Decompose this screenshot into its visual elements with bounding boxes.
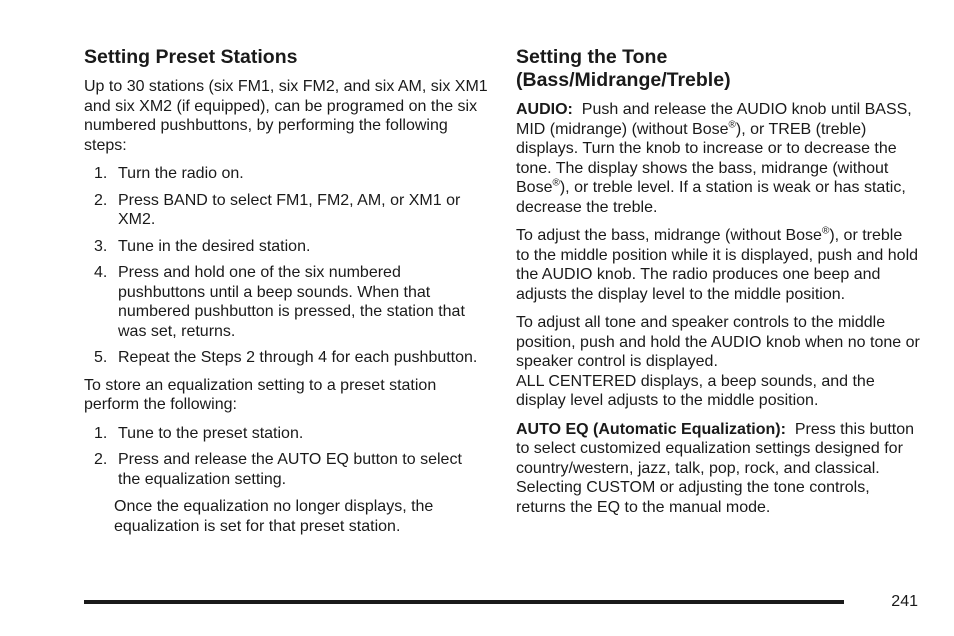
section-heading-preset-stations: Setting Preset Stations xyxy=(84,46,298,68)
auto-eq-label: AUTO EQ (Automatic Equalization): xyxy=(516,420,786,438)
section-heading-tone xyxy=(516,46,920,92)
auto-eq-paragraph: AUTO EQ (Automatic Equalization): Press this button to select customized equalization settings designed for country/western, jazz, talk, pop, rock, and classical. Selecting CUSTOM or adjusting the tone controls, returns the EQ to the manual mode. xyxy=(516,420,914,516)
preset-intro-paragraph: Up to 30 stations (six FM1, six FM2, and six AM, six XM1 and six XM2 (if equipped), can be programed on the six numbered pushbuttons, by performing the following steps: xyxy=(84,78,488,154)
list-item: 5. Repeat the Steps 2 through 4 for each pushbutton. xyxy=(94,349,478,366)
list-item: 3. Tune in the desired station. xyxy=(94,237,311,255)
registered-mark: ® xyxy=(728,119,736,131)
list-item: 1. Tune to the preset station. xyxy=(94,424,304,442)
list-item: 4. Press and hold one of the six numbered pushbuttons until a beep sounds. When that numbered pushbutton is pressed, the station that was set, returns. xyxy=(94,264,465,340)
list-item: 2. Press BAND to select FM1, FM2, AM, or XM1 or XM2. xyxy=(94,191,461,228)
eq-intro-paragraph: To store an equalization setting to a preset station perform the following: xyxy=(84,376,437,413)
left-column xyxy=(84,44,488,536)
registered-mark: ® xyxy=(821,225,830,237)
registered-mark: ® xyxy=(552,177,560,189)
preset-steps-list xyxy=(84,164,488,368)
audio-paragraph: AUDIO: Push and release the AUDIO knob until BASS, MID (midrange) (without Bose®), or TREB (treble) displays. Turn the knob to increase or to decrease the tone. The display shows the bass, midrange (without Bose®), or treble level. If a station is weak or has static, decrease the treble. xyxy=(516,101,912,216)
footer-rule xyxy=(84,600,844,604)
list-item: 1. Turn the radio on. xyxy=(94,165,244,182)
center-paragraph: To adjust all tone and speaker controls to the middle position, push and hold the AUDIO knob when no tone or speaker control is displayed. ALL CENTERED displays, a beep sounds, and the display level adjusts to the middle position. xyxy=(516,314,920,409)
heading-line-1: Setting the Tone xyxy=(516,46,668,68)
audio-label: AUDIO: xyxy=(516,101,573,118)
right-column xyxy=(516,44,920,526)
adjust-paragraph: To adjust the bass, midrange (without Bose®), or treble to the middle position while it is displayed, push and hold the AUDIO knob. The radio produces one beep and adjusts the display level to the middle position. xyxy=(516,225,919,303)
heading-line-2: (Bass/Midrange/Treble) xyxy=(516,69,731,91)
page-number: 241 xyxy=(891,593,918,610)
eq-note-paragraph: Once the equalization no longer displays, the equalization is set for that preset station. xyxy=(114,498,434,535)
eq-steps-list xyxy=(84,424,488,490)
list-item: 2. Press and release the AUTO EQ button to select the equalization setting. xyxy=(94,451,462,488)
